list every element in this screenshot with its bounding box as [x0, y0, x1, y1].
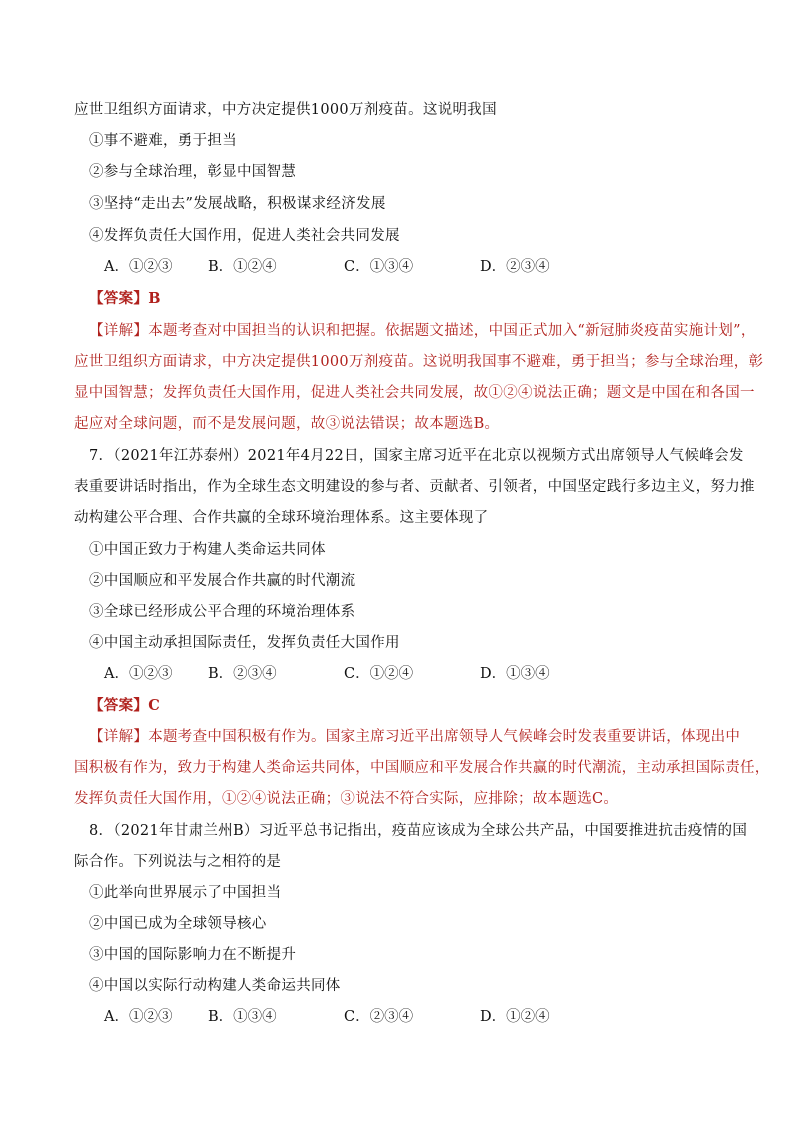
q6-detail-line-2: 应世卫组织方面请求，中方决定提供1000万剂疫苗。这说明我国事不避难，勇于担当；参与全球治理，彰 — [74, 354, 764, 370]
q6-option-c: C．①③④ — [344, 259, 414, 275]
q7-detail-line-3: 发挥负责任大国作用，①②④说法正确；③说法不符合实际，应排除；故本题选C。 — [74, 791, 619, 807]
q7-stem-line-1: 7．（2021年江苏泰州）2021年4月22日，国家主席习近平在北京以视频方式出席领导人气候峰会发 — [89, 448, 744, 464]
q6-item-2: ②参与全球治理，彰显中国智慧 — [89, 164, 297, 180]
q8-item-2: ②中国已成为全球领导核心 — [89, 916, 267, 932]
q7-option-b: B．②③④ — [208, 666, 277, 682]
q8-item-4: ④中国以实际行动构建人类命运共同体 — [89, 978, 341, 994]
q6-option-a: A．①②③ — [104, 259, 173, 275]
q7-item-3: ③全球已经形成公平合理的环境治理体系 — [89, 604, 356, 620]
q7-item-2: ②中国顺应和平发展合作共赢的时代潮流 — [89, 573, 356, 589]
q6-option-d: D．②③④ — [480, 259, 550, 275]
q8-item-1: ①此举向世界展示了中国担当 — [89, 885, 282, 901]
q8-option-c: C．②③④ — [344, 1009, 414, 1025]
q6-option-b: B．①②④ — [208, 259, 277, 275]
q7-option-d: D．①③④ — [480, 666, 550, 682]
q8-stem-line-2: 际合作。下列说法与之相符的是 — [74, 854, 282, 870]
q7-option-a: A．①②③ — [104, 666, 173, 682]
q7-stem-line-2: 表重要讲话时指出，作为全球生态文明建设的参与者、贡献者、引领者，中国坚定践行多边主义，努力推 — [74, 479, 755, 495]
q7-answer: 【答案】C — [89, 697, 161, 714]
q8-stem-line-1: 8．（2021年甘肃兰州B）习近平总书记指出，疫苗应该成为全球公共产品，中国要推进抗击疫情的国 — [89, 823, 748, 839]
q6-stem-line: 应世卫组织方面请求，中方决定提供1000万剂疫苗。这说明我国 — [74, 102, 497, 118]
q6-item-3: ③坚持“走出去”发展战略，积极谋求经济发展 — [89, 196, 386, 212]
q8-option-d: D．①②④ — [480, 1009, 550, 1025]
q6-detail-line-1: 【详解】本题考查对中国担当的认识和把握。依据题文描述，中国正式加入“新冠肺炎疫苗实施计划”， — [89, 323, 756, 339]
q6-detail-line-3: 显中国智慧；发挥负责任大国作用，促进人类社会共同发展，故①②④说法正确；题文是中国在和各国一 — [74, 385, 755, 401]
q7-option-c: C．①②④ — [344, 666, 414, 682]
q6-item-4: ④发挥负责任大国作用，促进人类社会共同发展 — [89, 228, 400, 244]
q8-option-b: B．①③④ — [208, 1009, 277, 1025]
q8-option-a: A．①②③ — [104, 1009, 173, 1025]
q7-stem-line-3: 动构建公平合理、合作共赢的全球环境治理体系。这主要体现了 — [74, 510, 489, 526]
q7-detail-line-1: 【详解】本题考查中国积极有作为。国家主席习近平出席领导人气候峰会时发表重要讲话，体现出中 — [89, 729, 741, 745]
q7-detail-line-2: 国积极有作为，致力于构建人类命运共同体，中国顺应和平发展合作共赢的时代潮流，主动承担国际责任， — [74, 760, 770, 776]
q7-item-1: ①中国正致力于构建人类命运共同体 — [89, 542, 326, 558]
q6-item-1: ①事不避难，勇于担当 — [89, 133, 237, 149]
q8-item-3: ③中国的国际影响力在不断提升 — [89, 947, 297, 963]
q6-answer: 【答案】B — [89, 290, 161, 307]
q7-item-4: ④中国主动承担国际责任，发挥负责任大国作用 — [89, 635, 400, 651]
q6-detail-line-4: 起应对全球问题，而不是发展问题，故③说法错误；故本题选B。 — [74, 416, 500, 432]
